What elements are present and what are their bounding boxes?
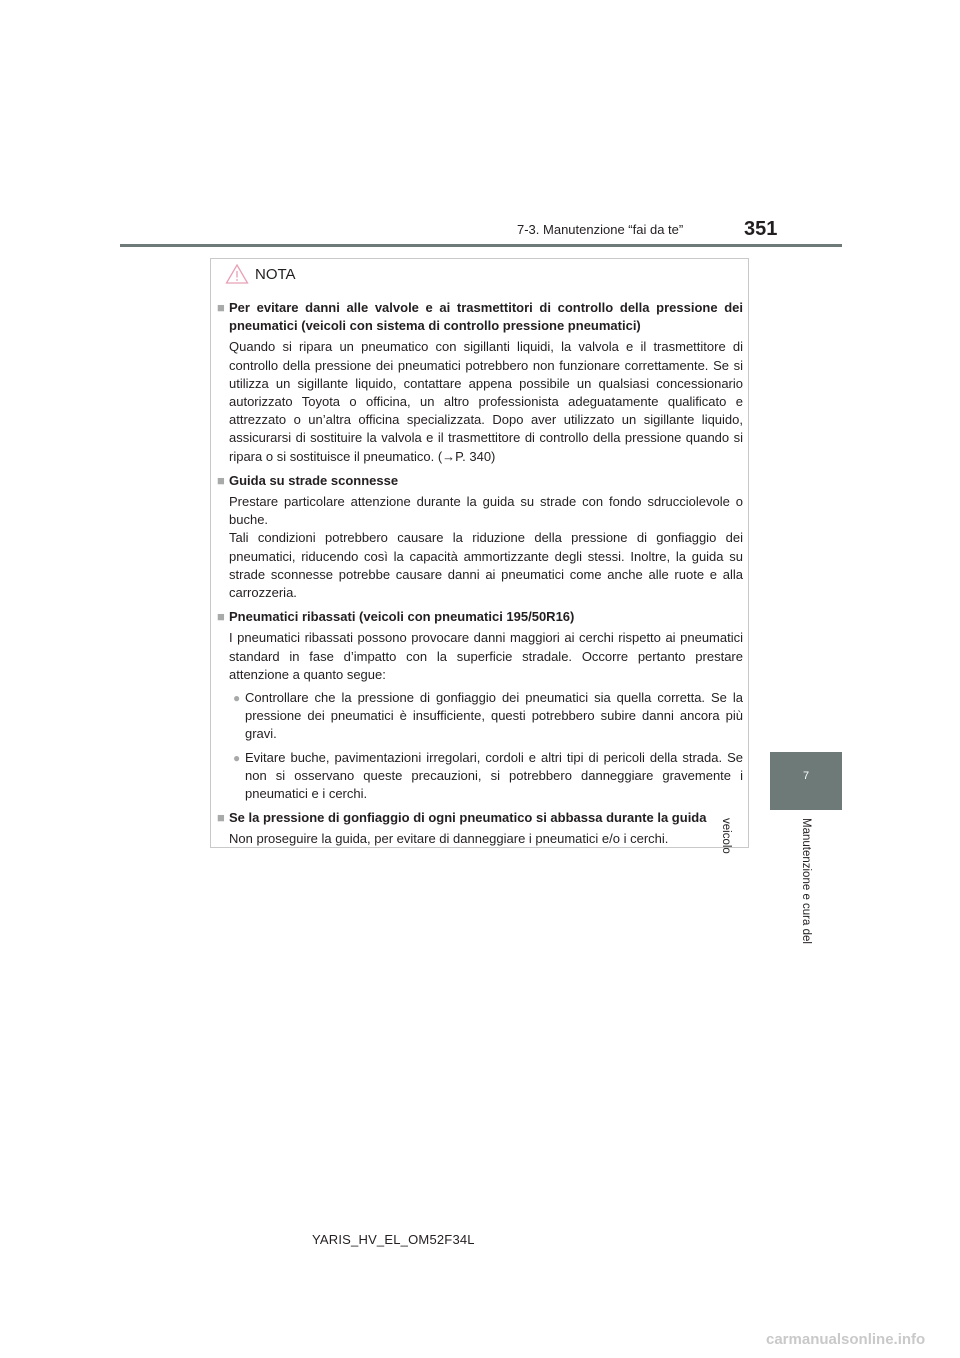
section-paragraph: Non proseguire la guida, per evitare di danneggiare i pneumatici e/o i cerchi. [229,831,669,847]
warning-triangle-icon [225,263,249,285]
note-header [225,263,296,285]
section-heading-text: Se la pressione di gonfiaggio di ogni pneumatico si abbassa durante la guida [229,810,707,826]
chapter-number: 7 [802,770,810,782]
note-section [217,472,743,602]
watermark: carmanualsonline.info [766,1331,926,1348]
page-number: 351 [744,218,778,240]
square-bullet-icon: ■ [217,472,225,488]
section-heading [217,472,743,490]
section-heading [217,299,743,335]
section-paragraph: I pneumatici ribassati possono provocare danni maggiori ai cerchi rispetto ai pneumatici standard in fase d’impatto con la superficie stradale. Occorre pertanto prestare attenzione a quanto segue: [229,630,743,682]
list-item-text: Evitare buche, pavimentazioni irregolari, cordoli e altri tipi di pericoli della strada. Se non si osservano queste precauzioni, si potrebbero danneggiare gravemente i pneumatici e i cerchi. [245,749,743,802]
note-section [217,809,743,848]
header-rule [120,244,842,247]
chapter-tab [770,752,842,810]
list-item [217,689,743,744]
circle-bullet-icon: ● [233,750,241,765]
note-box [210,258,749,848]
note-section [217,608,743,803]
note-title: NOTA [255,265,296,283]
section-heading-text: Per evitare danni alle valvole e ai trasmettitori di controllo della pressione dei pneumatici (veicoli con sistema di controllo pressione pneumatici) [229,300,743,334]
footer-code: YARIS_HV_EL_OM52F34L [312,1232,475,1247]
section-heading [217,809,743,827]
section-heading-text: Guida su strade sconnesse [229,472,399,488]
section-heading-text: Pneumatici ribassati (veicoli con pneumatici 195/50R16) [229,609,575,625]
list-item [217,749,743,804]
list-item-text: Controllare che la pressione di gonfiaggio dei pneumatici sia quella corretta. Se la pressione dei pneumatici è insufficiente, questi potrebbero subire danni ancora più gravi. [245,690,743,742]
square-bullet-icon: ■ [217,300,225,315]
section-paragraph: Tali condizioni potrebbero causare la riduzione della pressione di gonfiaggio dei pneumatici, riducendo così la capacità ammortizzante degli stessi. Inoltre, la guida su strade sconnesse potrebbe causare danni ai pneumatici come anche alle ruote e alla carrozzeria. [229,530,743,601]
square-bullet-icon: ■ [217,810,225,826]
section-paragraph: Prestare particolare attenzione durante la guida su strade con fondo sdrucciolevole o buche. [229,494,743,528]
chapter-label: Manutenzione e cura del veicolo [720,818,812,944]
circle-bullet-icon: ● [233,691,241,706]
header-section-title: 7-3. Manutenzione “fai da te” [517,222,684,237]
section-heading [217,608,743,626]
note-body [217,299,743,855]
section-paragraph: Quando si ripara un pneumatico con sigillanti liquidi, la valvola e il trasmettitore di controllo della pressione dei pneumatici potrebbero non funzionare correttamente. Se si utilizza un sigillante liquido, contattare appena possibile un qualsiasi concessionario autorizzato Toyota o officina, un altro professionista adeguatamente qualificato e attrezzato o un’altra officina specializzata. Dopo aver utilizzato un sigillante liquido, assicurarsi di sostituire la valvola e il trasmettitore di controllo della pressione quando si ripara o si sostituisce il pneumatico. (→P. 340) [229,339,743,464]
square-bullet-icon: ■ [217,609,225,625]
note-section [217,299,743,466]
